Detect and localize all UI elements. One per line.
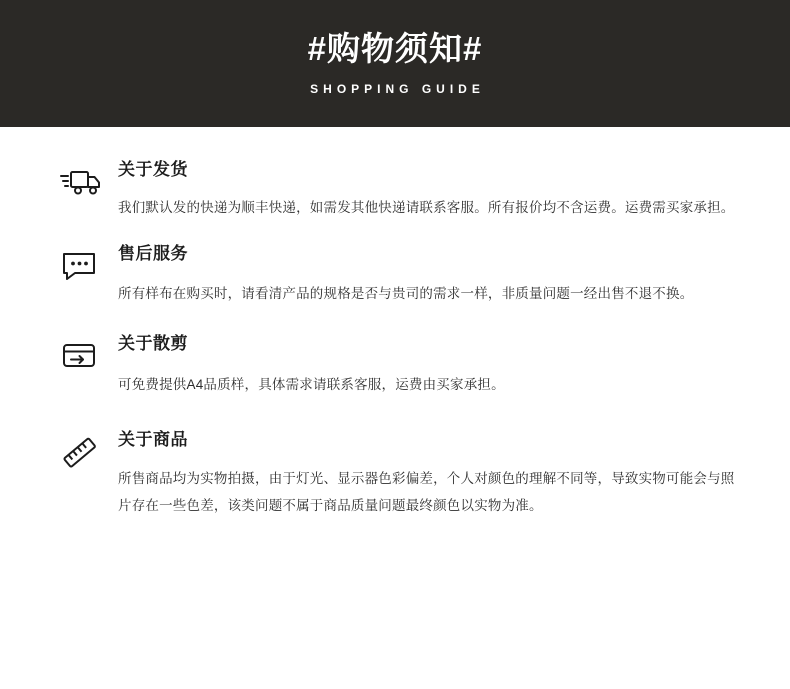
page-title: #购物须知# <box>307 30 483 68</box>
section-text: 我们默认发的快递为顺丰快递，如需发其他快递请联系客服。所有报价均不含运费。运费需买家承担。 <box>118 200 735 216</box>
guide-section-body <box>118 430 742 520</box>
guide-section-sample-cutting <box>0 334 790 398</box>
guide-section-body <box>118 160 742 222</box>
section-title: 关于发货 <box>118 160 188 179</box>
section-title: 关于散剪 <box>118 334 188 354</box>
page-subtitle: SHOPPING GUIDE <box>310 81 485 96</box>
page-banner <box>0 0 790 127</box>
delivery-truck-icon <box>60 160 118 200</box>
section-text: 可免费提供A4品质样，具体需求请联系客服，运费由买家承担。 <box>118 376 505 392</box>
section-title: 关于商品 <box>118 430 188 450</box>
section-text: 所有样布在购买时，请看清产品的规格是否与贵司的需求一样，非质量问题一经出售不退不换。 <box>118 286 694 302</box>
guide-section-goods <box>0 430 790 520</box>
guide-sections <box>0 127 790 520</box>
guide-section-body <box>118 244 742 308</box>
cut-sample-icon <box>60 334 118 372</box>
guide-section-shipping <box>0 160 790 222</box>
guide-section-after-sales <box>0 244 790 308</box>
chat-bubble-icon <box>60 244 118 282</box>
guide-section-body <box>118 334 742 398</box>
ruler-icon <box>60 430 118 470</box>
section-title: 售后服务 <box>118 244 188 264</box>
section-text: 所售商品均为实物拍摄，由于灯光、显示器色彩偏差，个人对颜色的理解不同等，导致实物可能会与照片存在一些色差，该类问题不属于商品质量问题最终颜色以实物为准。 <box>118 470 735 514</box>
